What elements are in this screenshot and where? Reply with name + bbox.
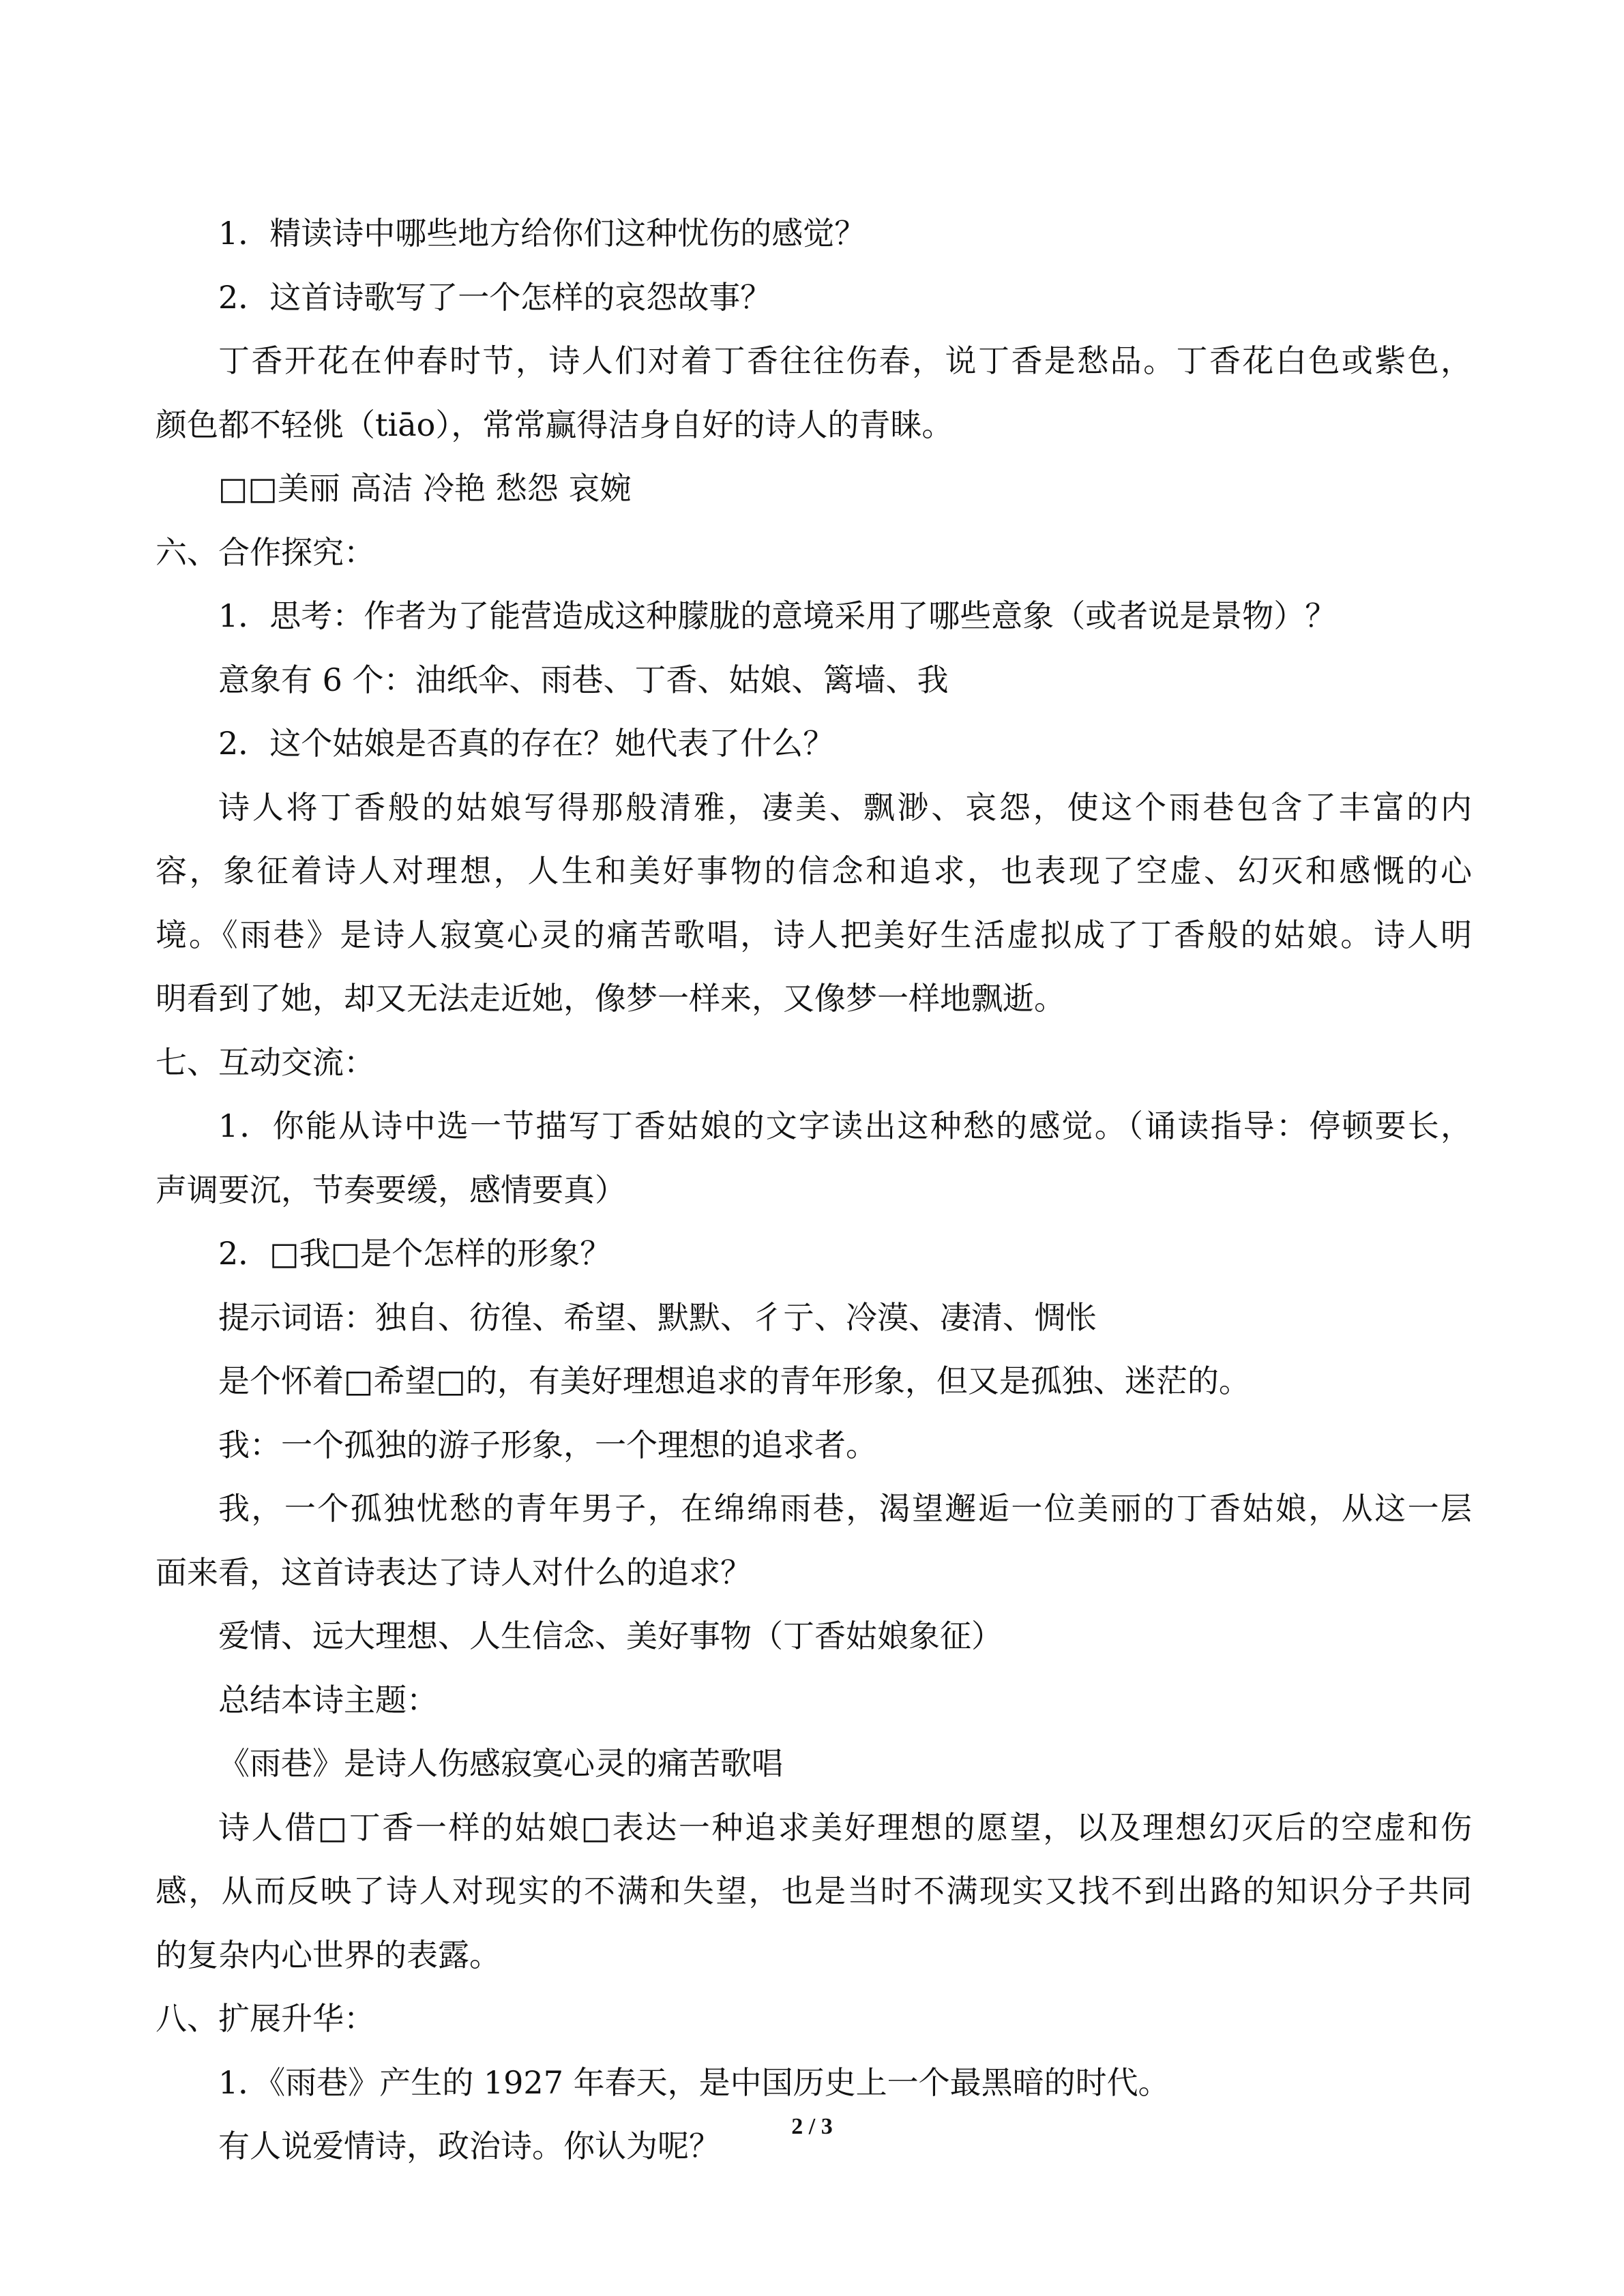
text-line: 《雨巷》是诗人伤感寂寞心灵的痛苦歌唱 bbox=[218, 1745, 783, 1782]
text-line: 2．这首诗歌写了一个怎样的哀怨故事？ bbox=[218, 278, 772, 316]
text-line: 诗人借□丁香一样的姑娘□表达一种追求美好理想的愿望，以及理想幻灭后的空虚和伤 bbox=[218, 1808, 1472, 1846]
text-line: 有人说爱情诗，政治诗。你认为呢？ bbox=[218, 2128, 720, 2164]
text-line: 丁香开花在仲春时节，诗人们对着丁香往往伤春，说丁香是愁品。丁香花白色或紫色， bbox=[218, 342, 1472, 379]
text-line: 境。《雨巷》是诗人寂寞心灵的痛苦歌唱，诗人把美好生活虚拟成了丁香般的姑娘。诗人明 bbox=[156, 916, 1472, 953]
text-line: 意象有 6 个：油纸伞、雨巷、丁香、姑娘、篱墙、我 bbox=[218, 661, 949, 698]
text-line: 明看到了她，却又无法走近她，像梦一样来，又像梦一样地飘逝。 bbox=[156, 980, 1065, 1017]
page-number: 2 / 3 bbox=[791, 2114, 833, 2139]
text-line: 1．你能从诗中选一节描写丁香姑娘的文字读出这种愁的感觉。（诵读指导：停顿要长， bbox=[218, 1107, 1472, 1144]
text-line: 我，一个孤独忧愁的青年男子，在绵绵雨巷，渴望邂逅一位美丽的丁香姑娘，从这一层 bbox=[218, 1490, 1472, 1527]
text-line: 提示词语：独自、彷徨、希望、默默、彳亍、冷漠、凄清、惆怅 bbox=[218, 1298, 1097, 1336]
document-body bbox=[156, 202, 1472, 2179]
text-line: 感，从而反映了诗人对现实的不满和失望，也是当时不满现实又找不到出路的知识分子共同 bbox=[156, 1873, 1472, 1909]
text-line: 我：一个孤独的游子形象，一个理想的追求者。 bbox=[218, 1426, 877, 1463]
text-line: 2．□我□是个怎样的形象？ bbox=[218, 1235, 612, 1272]
text-line: 颜色都不轻佻（tiāo），常常赢得洁身自好的诗人的青睐。 bbox=[156, 406, 954, 443]
text-line: 1．思考：作者为了能营造成这种朦胧的意境采用了哪些意象（或者说是景物）？ bbox=[218, 597, 1337, 634]
text-line: 1．精读诗中哪些地方给你们这种忧伤的感觉？ bbox=[218, 215, 866, 252]
text-line: 容，象征着诗人对理想，人生和美好事物的信念和追求，也表现了空虚、幻灭和感慨的心 bbox=[156, 852, 1472, 889]
text-line: 诗人将丁香般的姑娘写得那般清雅，凄美、飘渺、哀怨，使这个雨巷包含了丰富的内 bbox=[218, 788, 1472, 826]
text-line: 面来看，这首诗表达了诗人对什么的追求？ bbox=[156, 1553, 752, 1591]
text-line: 1．《雨巷》产生的 1927 年春天，是中国历史上一个最黑暗的时代。 bbox=[218, 2063, 1170, 2101]
section-heading: 八、扩展升华： bbox=[156, 2000, 375, 2037]
text-line: □□美丽 高洁 冷艳 愁怨 哀婉 bbox=[218, 470, 632, 507]
text-line: 爱情、远大理想、人生信念、美好事物（丁香姑娘象征） bbox=[218, 1617, 1003, 1654]
text-line: 的复杂内心世界的表露。 bbox=[156, 1936, 501, 1973]
section-heading: 七、互动交流： bbox=[156, 1043, 375, 1081]
text-line: 总结本诗主题： bbox=[218, 1681, 438, 1718]
text-line: 2．这个姑娘是否真的存在？她代表了什么？ bbox=[218, 725, 835, 762]
text-line: 是个怀着□希望□的，有美好理想追求的青年形象，但又是孤独、迷茫的。 bbox=[218, 1362, 1250, 1399]
text-line: 声调要沉，节奏要缓，感情要真） bbox=[156, 1171, 626, 1208]
section-heading: 六、合作探究： bbox=[156, 533, 375, 571]
